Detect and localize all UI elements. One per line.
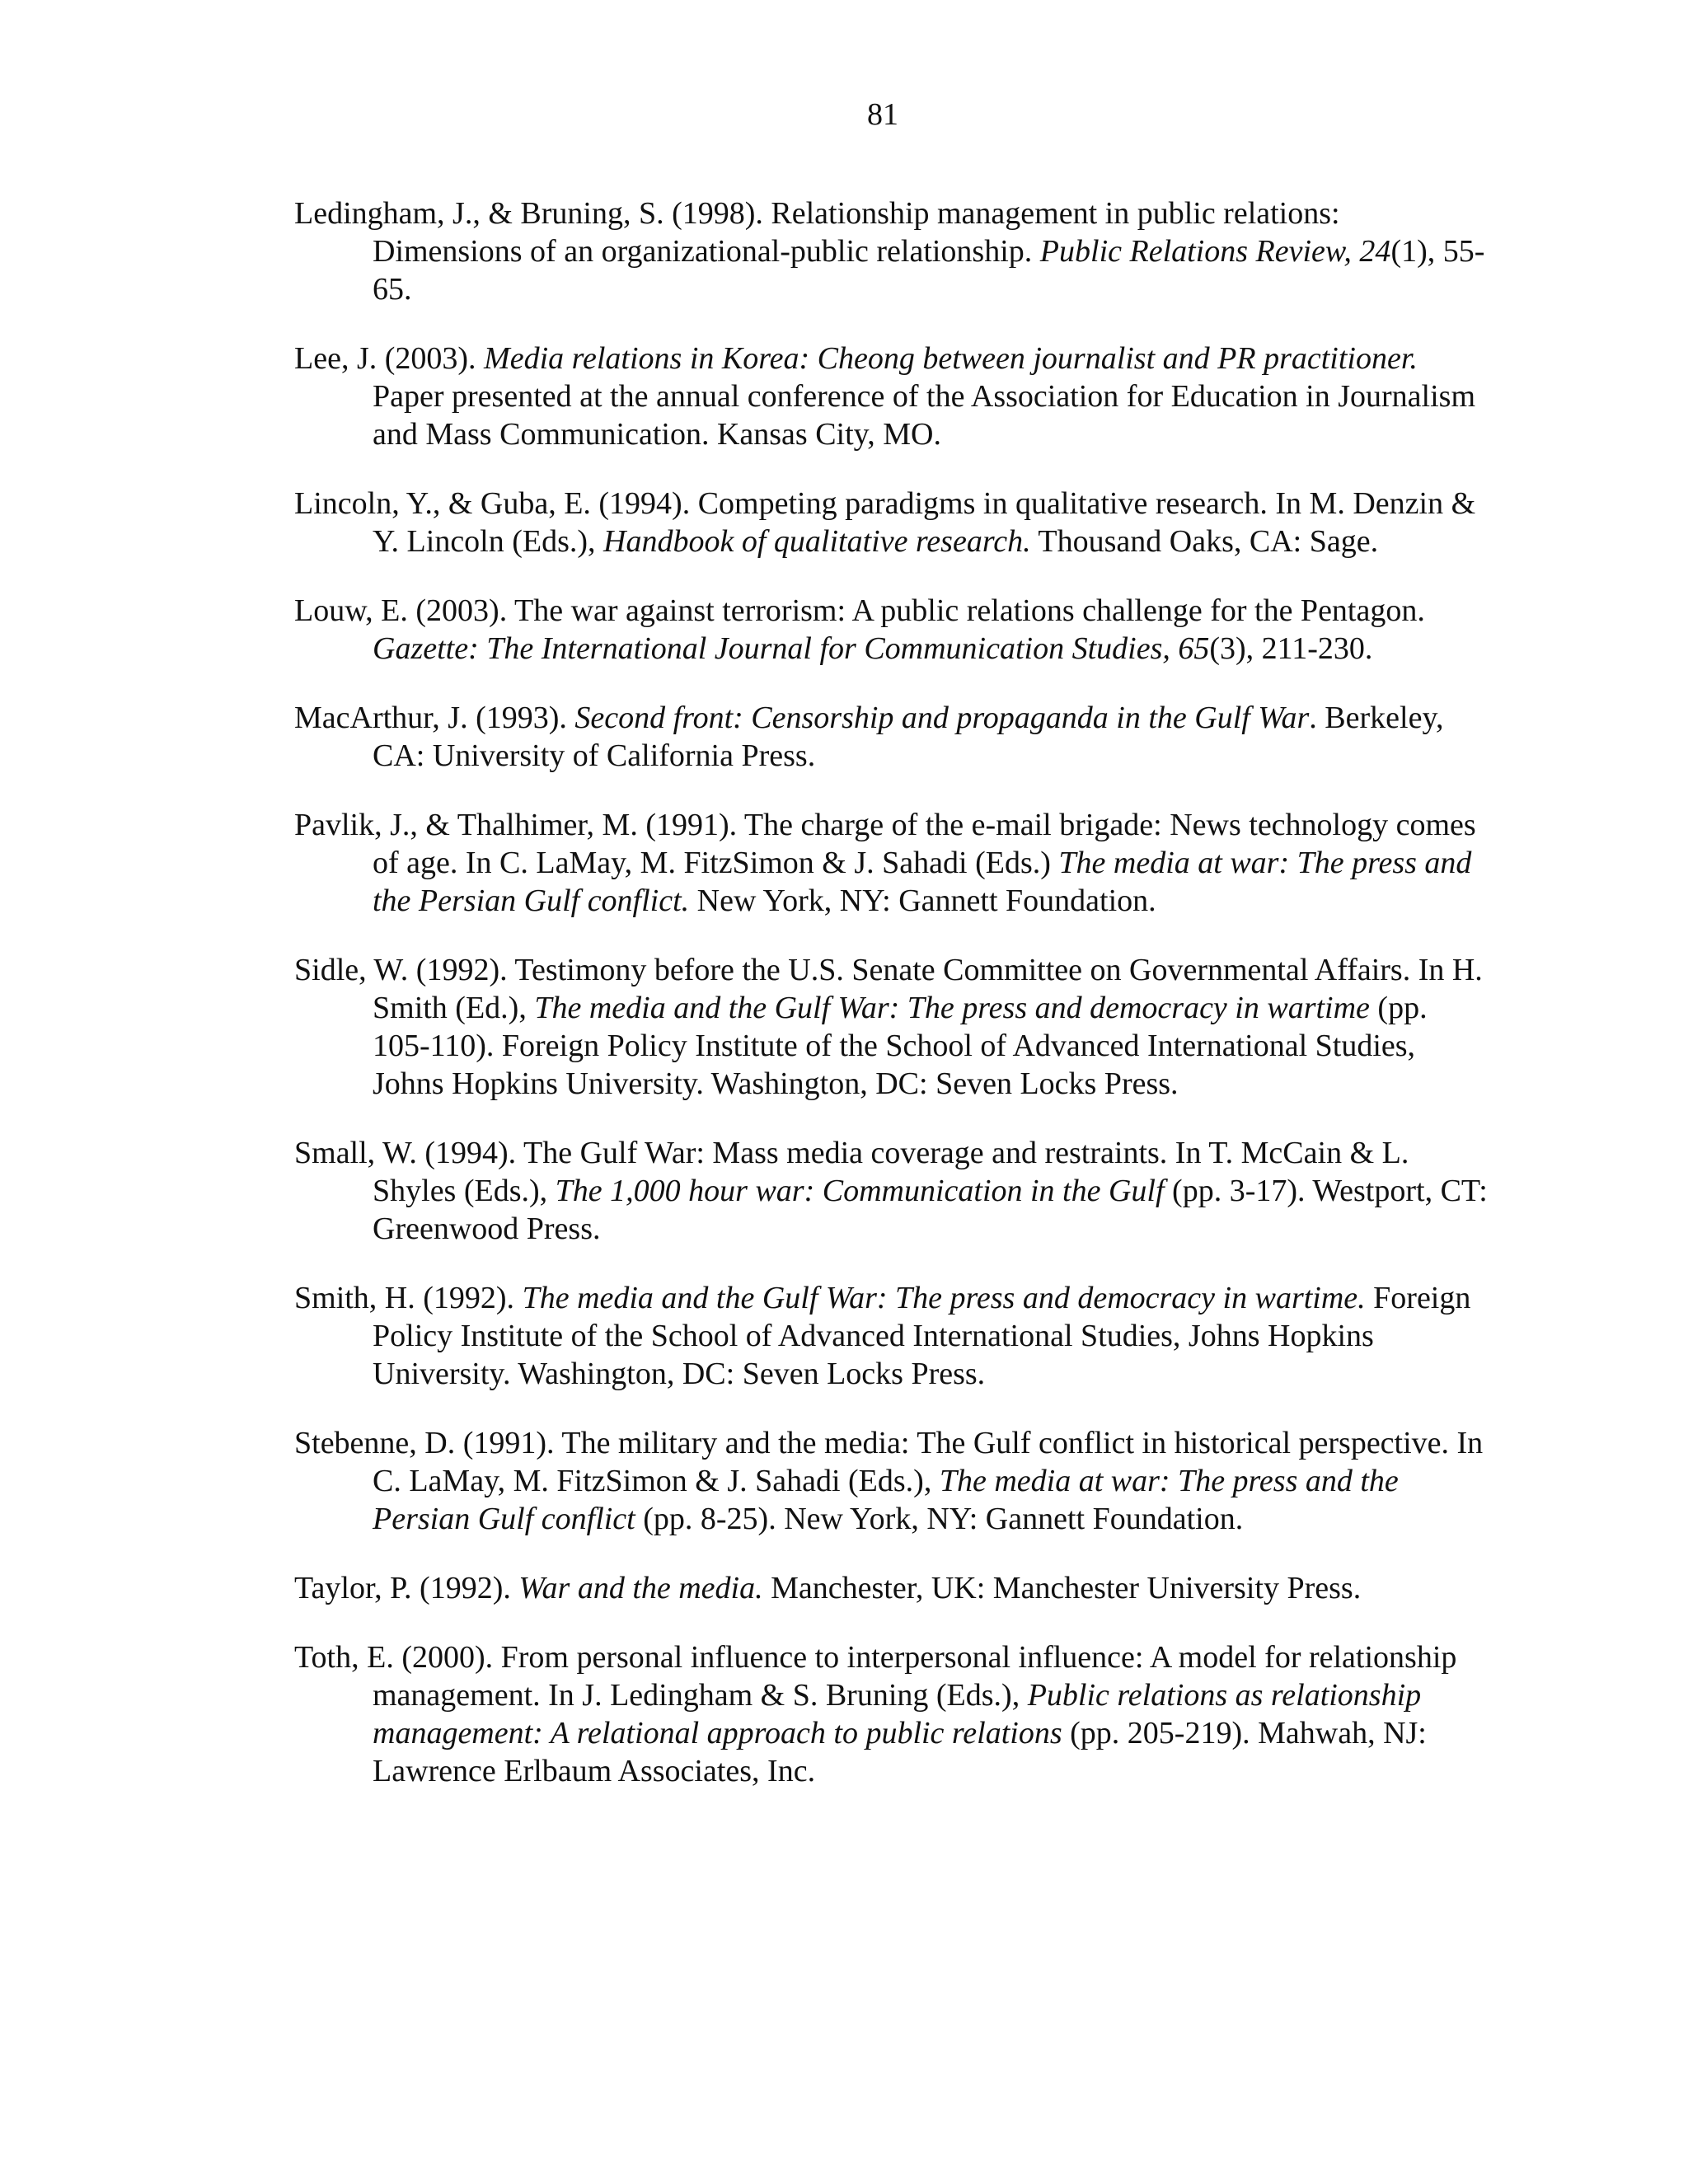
reference-text: New York, NY: Gannett Foundation.: [689, 883, 1156, 918]
reference-entry: [294, 1638, 1489, 1790]
reference-text: Louw, E. (2003). The war against terrorism: A public relations challenge for the Pentagon.: [294, 593, 1425, 628]
reference-text: Ledingham, J., & Bruning, S. (1998). Relationship management in public relations: Dimensions of an organizational-public relationship.: [294, 196, 1340, 269]
reference-entry: [294, 806, 1489, 920]
reference-title-italic: The 1,000 hour war: Communication in the Gulf: [555, 1174, 1165, 1208]
reference-title-italic: The media and the Gulf War: The press and democracy in wartime.: [522, 1281, 1366, 1315]
reference-entry: [294, 951, 1489, 1103]
reference-text: Thousand Oaks, CA: Sage.: [1030, 524, 1379, 559]
reference-entry: [294, 485, 1489, 560]
reference-text: Smith, H. (1992).: [294, 1281, 523, 1315]
reference-text: (1), 55-65.: [373, 234, 1485, 307]
reference-text: Toth, E. (2000). From personal influence to interpersonal influence: A model for relationship management. In J. Ledingham & S. Bruning (Eds.),: [294, 1640, 1457, 1713]
reference-text: Small, W. (1994). The Gulf War: Mass media coverage and restraints. In T. McCain & L. Shyles (Eds.),: [294, 1136, 1409, 1208]
reference-title-italic: Media relations in Korea: Cheong between journalist and PR practitioner.: [484, 341, 1418, 376]
reference-title-italic: The media and the Gulf War: The press and democracy in wartime: [534, 991, 1370, 1025]
reference-title-italic: Public relations as relationship management: A relational approach to public relations: [373, 1678, 1422, 1750]
reference-entry: [294, 340, 1489, 453]
reference-text: Sidle, W. (1992). Testimony before the U.S. Senate Committee on Governmental Affairs. In H. Smith (Ed.),: [294, 953, 1483, 1025]
reference-text: Pavlik, J., & Thalhimer, M. (1991). The charge of the e-mail brigade: News technology comes of age. In C. LaMay, M. FitzSimon & J. Sahadi (Eds.): [294, 808, 1476, 880]
reference-entry: [294, 592, 1489, 668]
reference-list: [294, 194, 1489, 1821]
reference-text: (pp. 3-17). Westport, CT: Greenwood Press.: [373, 1174, 1488, 1246]
reference-text: (pp. 205-219). Mahwah, NJ: Lawrence Erlbaum Associates, Inc.: [373, 1716, 1427, 1788]
reference-text: Stebenne, D. (1991). The military and the media: The Gulf conflict in historical perspective. In C. LaMay, M. FitzSimon & J. Sahadi (Eds.),: [294, 1426, 1484, 1498]
reference-title-italic: Handbook of qualitative research.: [603, 524, 1031, 559]
reference-entry: [294, 1569, 1489, 1607]
reference-text: . Berkeley, CA: University of California Press.: [373, 701, 1444, 773]
reference-entry: [294, 1134, 1489, 1248]
reference-entry: [294, 194, 1489, 308]
reference-entry: [294, 1279, 1489, 1393]
reference-text: Foreign Policy Institute of the School of Advanced International Studies, Johns Hopkins University. Washington, DC: Seven Locks Press.: [373, 1281, 1471, 1391]
reference-title-italic: The media at war: The press and the Persian Gulf conflict: [373, 1464, 1399, 1536]
reference-text: (pp. 105-110). Foreign Policy Institute of the School of Advanced International Studies, Johns Hopkins University. Washington, DC: Seven Locks Press.: [373, 991, 1428, 1101]
reference-text: Lincoln, Y., & Guba, E. (1994). Competing paradigms in qualitative research. In M. Denzin & Y. Lincoln (Eds.),: [294, 486, 1476, 559]
reference-title-italic: Public Relations Review, 24: [1039, 234, 1391, 269]
reference-title-italic: Second front: Censorship and propaganda in the Gulf War: [574, 701, 1310, 735]
reference-entry: [294, 1424, 1489, 1538]
reference-title-italic: The media at war: The press and the Persian Gulf conflict.: [373, 846, 1472, 918]
reference-text: MacArthur, J. (1993).: [294, 701, 575, 735]
reference-text: (pp. 8-25). New York, NY: Gannett Foundation.: [635, 1502, 1244, 1536]
reference-text: Paper presented at the annual conference of the Association for Education in Journalism and Mass Communication. Kansas City, MO.: [373, 379, 1475, 452]
reference-text: (3), 211-230.: [1209, 631, 1373, 666]
reference-text: Manchester, UK: Manchester University Press.: [762, 1571, 1362, 1605]
reference-text: Lee, J. (2003).: [294, 341, 485, 376]
reference-title-italic: Gazette: The International Journal for Communication Studies, 65: [373, 631, 1210, 666]
reference-entry: [294, 699, 1489, 775]
reference-title-italic: War and the media.: [518, 1571, 763, 1605]
reference-text: Taylor, P. (1992).: [294, 1571, 519, 1605]
page-number: 81: [867, 97, 898, 132]
